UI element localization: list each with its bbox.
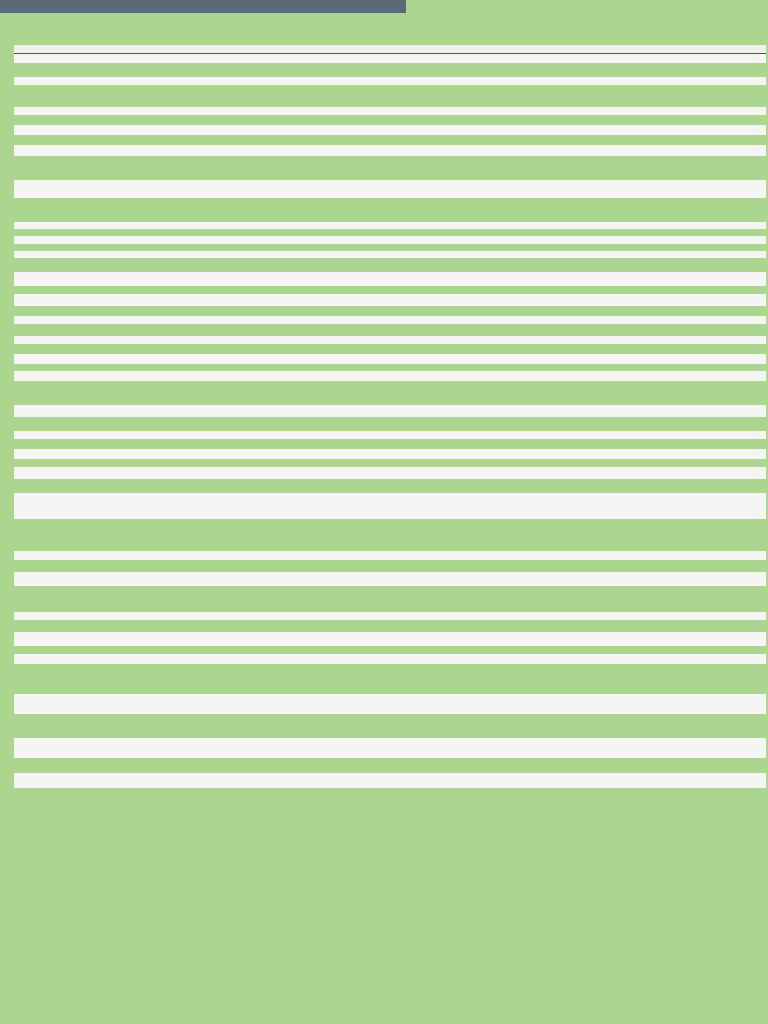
table-row [14, 286, 766, 294]
table-row [14, 222, 766, 229]
table-cell [370, 620, 562, 632]
table-cell [14, 222, 248, 229]
table-cell [562, 479, 766, 493]
table-row [14, 135, 766, 145]
table-cell [562, 286, 766, 294]
table-cell [248, 324, 370, 336]
table-row [14, 344, 766, 354]
table-cell [248, 251, 370, 258]
table-row [14, 236, 766, 244]
table-cell [14, 145, 248, 156]
table-cell [562, 294, 766, 306]
table-cell [562, 244, 766, 251]
table-cell [14, 646, 248, 654]
table-cell [248, 198, 370, 222]
table-cell [14, 156, 248, 180]
table-cell [248, 758, 370, 773]
table-row [14, 586, 766, 612]
table-cell [14, 714, 248, 738]
table-cell [248, 664, 370, 694]
table-cell [562, 198, 766, 222]
table-row [14, 294, 766, 306]
table-cell [14, 632, 248, 646]
table-cell [248, 272, 370, 286]
table-cell [248, 135, 370, 145]
table-row [14, 405, 766, 417]
table-row [14, 572, 766, 586]
table-cell [562, 107, 766, 115]
table-cell [562, 324, 766, 336]
table-cell [370, 198, 562, 222]
table-row [14, 714, 766, 738]
table-cell [370, 229, 562, 236]
table-cell [248, 236, 370, 244]
table-row [14, 77, 766, 85]
table-cell [370, 115, 562, 125]
table-cell [562, 439, 766, 449]
table-cell [14, 135, 248, 145]
table-row [14, 467, 766, 479]
table-cell [370, 145, 562, 156]
table-cell [248, 560, 370, 572]
table-cell [562, 306, 766, 316]
table-row [14, 306, 766, 316]
table-cell [248, 336, 370, 344]
table-row [14, 431, 766, 439]
column-header [14, 45, 248, 54]
table-cell [14, 586, 248, 612]
table-cell [370, 251, 562, 258]
page-subtitle [14, 33, 754, 45]
table-cell [14, 324, 248, 336]
table-cell [14, 306, 248, 316]
table-cell [562, 115, 766, 125]
table-cell [370, 417, 562, 431]
table-cell [14, 198, 248, 222]
table-row [14, 180, 766, 198]
table-cell [248, 439, 370, 449]
table-cell [248, 306, 370, 316]
table-cell [562, 344, 766, 354]
table-cell [370, 156, 562, 180]
table-cell [248, 107, 370, 115]
table-row [14, 145, 766, 156]
browser-tab-bar [0, 0, 406, 13]
table-row [14, 449, 766, 459]
table-cell [14, 788, 248, 796]
table-cell [370, 572, 562, 586]
table-cell [248, 694, 370, 714]
table-cell [562, 620, 766, 632]
table-cell [370, 344, 562, 354]
table-cell [248, 788, 370, 796]
table-cell [14, 77, 248, 85]
table-cell [370, 364, 562, 371]
table-cell [562, 560, 766, 572]
table-cell [14, 272, 248, 286]
table-cell [370, 459, 562, 467]
table-cell [370, 586, 562, 612]
table-cell [370, 381, 562, 405]
table-cell [562, 431, 766, 439]
table-cell [248, 417, 370, 431]
table-cell [562, 229, 766, 236]
table-cell [370, 125, 562, 135]
table-cell [248, 459, 370, 467]
reference-table [14, 45, 766, 796]
table-cell [248, 156, 370, 180]
table-cell [370, 694, 562, 714]
table-cell [562, 551, 766, 560]
table-cell [562, 354, 766, 364]
table-row [14, 738, 766, 758]
table-cell [370, 180, 562, 198]
table-cell [14, 115, 248, 125]
table-cell [14, 572, 248, 586]
table-cell [248, 125, 370, 135]
table-cell [14, 251, 248, 258]
table-cell [14, 54, 248, 63]
table-cell [248, 77, 370, 85]
table-cell [248, 738, 370, 758]
table-cell [562, 758, 766, 773]
table-row [14, 620, 766, 632]
table-cell [14, 612, 248, 620]
table-row [14, 156, 766, 180]
table-cell [248, 479, 370, 493]
table-cell [14, 493, 248, 519]
table-cell [562, 63, 766, 77]
table-cell [562, 371, 766, 381]
table-cell [14, 467, 248, 479]
table-cell [562, 54, 766, 63]
table-cell [248, 467, 370, 479]
table-cell [370, 135, 562, 145]
table-cell [562, 364, 766, 371]
table-cell [14, 738, 248, 758]
table-cell [14, 381, 248, 405]
table-cell [370, 286, 562, 294]
table-cell [14, 479, 248, 493]
table-cell [14, 654, 248, 664]
table-cell [562, 417, 766, 431]
table-row [14, 551, 766, 560]
table-cell [14, 519, 248, 551]
table-cell [562, 77, 766, 85]
table-cell [370, 258, 562, 272]
table-cell [562, 258, 766, 272]
table-cell [14, 405, 248, 417]
table-cell [248, 381, 370, 405]
table-cell [248, 773, 370, 788]
table-cell [14, 551, 248, 560]
table-cell [370, 664, 562, 694]
table-row [14, 272, 766, 286]
table-cell [370, 431, 562, 439]
table-row [14, 758, 766, 773]
table-cell [248, 714, 370, 738]
table-cell [248, 145, 370, 156]
table-cell [248, 222, 370, 229]
table-cell [562, 381, 766, 405]
table-cell [370, 773, 562, 788]
table-cell [14, 560, 248, 572]
table-row [14, 54, 766, 63]
table-cell [14, 664, 248, 694]
table-cell [14, 417, 248, 431]
table-cell [248, 244, 370, 251]
table-cell [370, 306, 562, 316]
table-row [14, 493, 766, 519]
table-cell [370, 405, 562, 417]
table-cell [562, 632, 766, 646]
table-cell [562, 316, 766, 324]
table-cell [370, 354, 562, 364]
table-row [14, 417, 766, 431]
table-cell [248, 586, 370, 612]
table-row [14, 519, 766, 551]
table-cell [370, 294, 562, 306]
table-cell [370, 107, 562, 115]
table-row [14, 694, 766, 714]
table-cell [14, 125, 248, 135]
table-cell [370, 222, 562, 229]
table-row [14, 381, 766, 405]
table-cell [562, 586, 766, 612]
table-cell [248, 449, 370, 459]
table-row [14, 371, 766, 381]
table-cell [370, 479, 562, 493]
table-row [14, 198, 766, 222]
table-cell [14, 286, 248, 294]
table-cell [248, 316, 370, 324]
table-cell [370, 551, 562, 560]
table-cell [248, 344, 370, 354]
table-cell [14, 85, 248, 107]
table-row [14, 63, 766, 77]
table-cell [370, 54, 562, 63]
table-row [14, 773, 766, 788]
table-cell [562, 773, 766, 788]
table-cell [248, 405, 370, 417]
table-cell [370, 272, 562, 286]
table-cell [562, 145, 766, 156]
table-cell [562, 694, 766, 714]
table-cell [14, 459, 248, 467]
table-cell [14, 773, 248, 788]
table-cell [14, 63, 248, 77]
column-header [248, 45, 370, 54]
table-row [14, 85, 766, 107]
table-cell [370, 77, 562, 85]
table-row [14, 439, 766, 449]
table-cell [248, 654, 370, 664]
table-cell [370, 493, 562, 519]
table-row [14, 316, 766, 324]
table-cell [562, 493, 766, 519]
table-row [14, 107, 766, 115]
table-cell [562, 135, 766, 145]
table-cell [562, 612, 766, 620]
table-cell [562, 664, 766, 694]
table-cell [248, 229, 370, 236]
table-cell [248, 258, 370, 272]
table-cell [248, 632, 370, 646]
table-cell [14, 107, 248, 115]
table-cell [248, 180, 370, 198]
table-cell [370, 371, 562, 381]
table-cell [248, 371, 370, 381]
table-cell [562, 222, 766, 229]
table-cell [370, 449, 562, 459]
table-cell [370, 560, 562, 572]
table-cell [562, 251, 766, 258]
table-cell [248, 493, 370, 519]
table-cell [14, 258, 248, 272]
table-cell [562, 714, 766, 738]
table-cell [370, 63, 562, 77]
table-row [14, 612, 766, 620]
table-cell [248, 85, 370, 107]
table-cell [370, 236, 562, 244]
table-row [14, 560, 766, 572]
table-cell [562, 519, 766, 551]
table-cell [248, 115, 370, 125]
table-cell [370, 758, 562, 773]
table-row [14, 354, 766, 364]
page-title [14, 13, 754, 33]
table-cell [370, 316, 562, 324]
table-cell [370, 654, 562, 664]
table-row [14, 459, 766, 467]
table-cell [14, 449, 248, 459]
table-cell [370, 612, 562, 620]
table-cell [248, 286, 370, 294]
table-row [14, 244, 766, 251]
table-cell [370, 714, 562, 738]
table-cell [248, 294, 370, 306]
document-page [0, 13, 768, 1024]
table-row [14, 336, 766, 344]
table-cell [248, 431, 370, 439]
table-row [14, 788, 766, 796]
table-cell [370, 85, 562, 107]
table-cell [562, 180, 766, 198]
table-cell [248, 620, 370, 632]
table-cell [562, 272, 766, 286]
table-cell [248, 354, 370, 364]
table-row [14, 364, 766, 371]
table-cell [14, 236, 248, 244]
table-cell [562, 156, 766, 180]
table-row [14, 258, 766, 272]
table-cell [14, 371, 248, 381]
table-header-row [14, 45, 766, 54]
table-row [14, 654, 766, 664]
table-cell [248, 519, 370, 551]
table-cell [14, 431, 248, 439]
table-row [14, 324, 766, 336]
table-cell [14, 180, 248, 198]
table-cell [14, 344, 248, 354]
table-row [14, 632, 766, 646]
table-cell [248, 612, 370, 620]
table-cell [562, 336, 766, 344]
table-row [14, 251, 766, 258]
table-cell [14, 694, 248, 714]
table-cell [562, 788, 766, 796]
table-row [14, 664, 766, 694]
table-cell [370, 788, 562, 796]
table-cell [248, 364, 370, 371]
table-cell [370, 632, 562, 646]
table-cell [14, 244, 248, 251]
table-cell [370, 324, 562, 336]
table-cell [14, 229, 248, 236]
table-cell [562, 85, 766, 107]
table-row [14, 646, 766, 654]
table-cell [370, 244, 562, 251]
table-cell [370, 519, 562, 551]
table-row [14, 125, 766, 135]
table-row [14, 229, 766, 236]
table-cell [248, 572, 370, 586]
table-cell [370, 646, 562, 654]
table-row [14, 479, 766, 493]
table-cell [14, 294, 248, 306]
table-cell [562, 646, 766, 654]
table-cell [14, 758, 248, 773]
table-cell [562, 125, 766, 135]
column-header [370, 45, 562, 54]
table-cell [370, 738, 562, 758]
column-header [562, 45, 766, 54]
table-cell [248, 551, 370, 560]
table-cell [248, 54, 370, 63]
table-cell [14, 336, 248, 344]
table-cell [248, 646, 370, 654]
table-cell [562, 236, 766, 244]
table-cell [14, 354, 248, 364]
table-cell [14, 364, 248, 371]
table-cell [370, 467, 562, 479]
table-cell [562, 654, 766, 664]
table-cell [562, 467, 766, 479]
table-cell [14, 439, 248, 449]
table-cell [562, 572, 766, 586]
table-cell [562, 459, 766, 467]
table-cell [248, 63, 370, 77]
table-cell [562, 405, 766, 417]
table-cell [370, 336, 562, 344]
table-cell [562, 738, 766, 758]
table-cell [14, 620, 248, 632]
table-cell [14, 316, 248, 324]
table-row [14, 115, 766, 125]
table-cell [370, 439, 562, 449]
table-cell [562, 449, 766, 459]
